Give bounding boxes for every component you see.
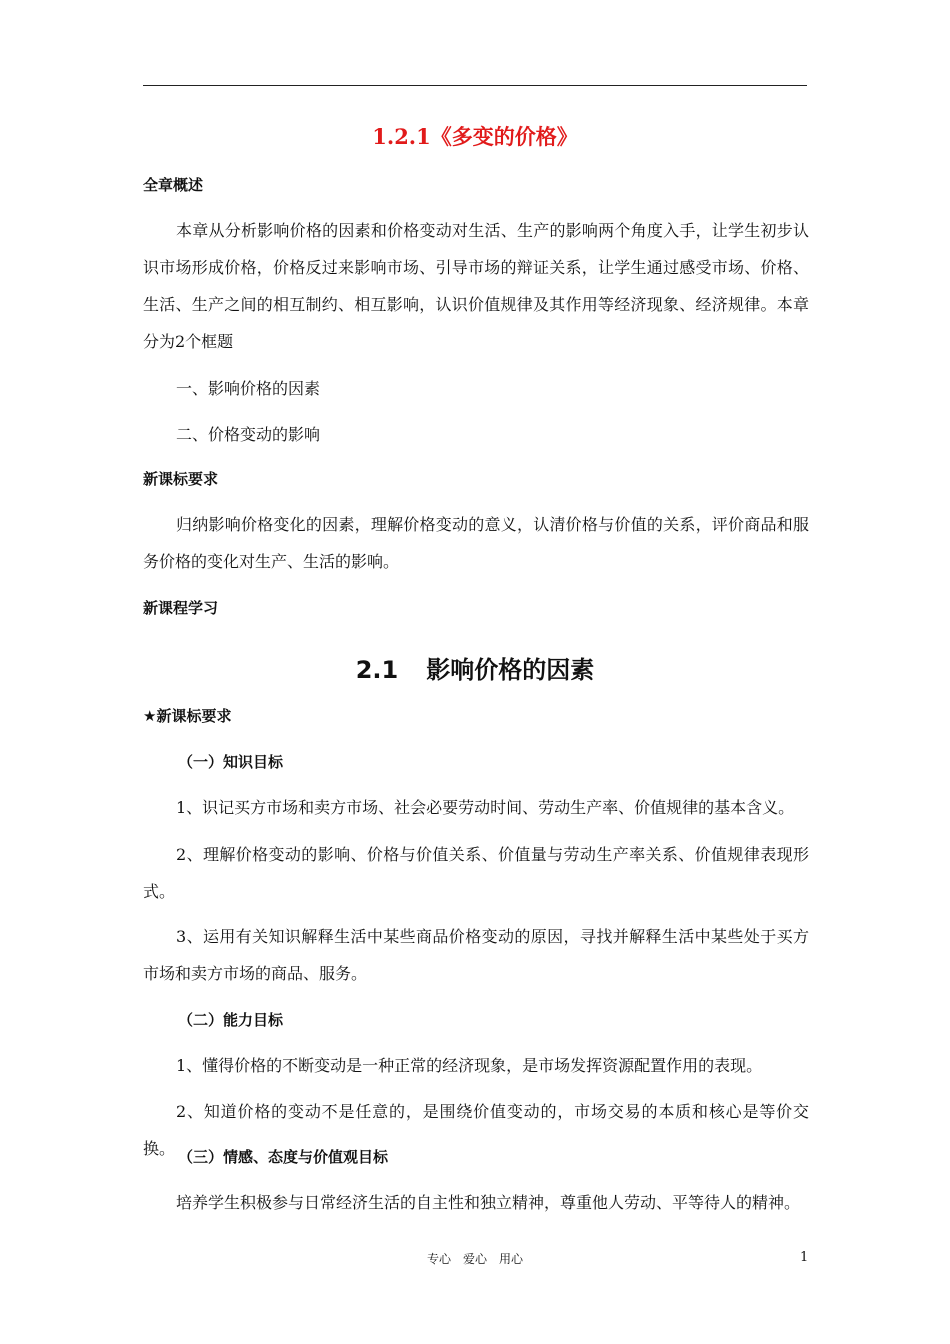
frame-item-2: 二、价格变动的影响 bbox=[176, 425, 321, 444]
lesson-title: 影响价格的因素 bbox=[426, 656, 595, 684]
ability-heading: （二）能力目标 bbox=[178, 1011, 284, 1029]
emotion-item-1: 培养学生积极参与日常经济生活的自主性和独立精神，尊重他人劳动、平等待人的精神。 bbox=[176, 1193, 801, 1212]
ability-item-1: 1、懂得价格的不断变动是一种正常的经济现象，是市场发挥资源配置作用的表现。 bbox=[176, 1056, 763, 1075]
ability-item-2: 2、知道价格的变动不是任意的，是围绕价值变动的，市场交易的本质和核心是等价交换。 bbox=[143, 1102, 809, 1158]
knowledge-item-3: 3、运用有关知识解释生活中某些商品价格变动的原因，寻找并解释生活中某些处于买方市场和卖方市场的商品、服务。 bbox=[143, 927, 809, 983]
overview-heading: 全章概述 bbox=[143, 176, 204, 194]
req-heading: ★新课标要求 bbox=[143, 707, 232, 725]
knowledge-item-2: 2、理解价格变动的影响、价格与价值关系、价值量与劳动生产率关系、价值规律表现形式。 bbox=[143, 845, 809, 901]
footer-motto: 专心 爱心 用心 bbox=[426, 1252, 523, 1266]
frame-item-1: 一、影响价格的因素 bbox=[176, 379, 321, 398]
document-title: 1.2.1《多变的价格》 bbox=[372, 124, 578, 149]
standard-heading: 新课标要求 bbox=[143, 470, 219, 488]
lesson-number: 2.1 bbox=[355, 656, 399, 684]
knowledge-item-1: 1、识记买方市场和卖方市场、社会必要劳动时间、劳动生产率、价值规律的基本含义。 bbox=[176, 798, 795, 817]
lesson-heading bbox=[0, 650, 950, 685]
header-rule bbox=[143, 85, 807, 86]
learning-heading: 新课程学习 bbox=[143, 599, 219, 617]
overview-paragraph: 本章从分析影响价格的因素和价格变动对生活、生产的影响两个角度入手，让学生初步认识市场形成价格，价格反过来影响市场、引导市场的辩证关系，让学生通过感受市场、价格、生活、生产之间的相互制约、相互影响，认识价值规律及其作用等经济现象、经济规律。本章分为2个框题 bbox=[143, 221, 809, 351]
emotion-heading: （三）情感、态度与价值观目标 bbox=[178, 1148, 389, 1166]
standard-paragraph: 归纳影响价格变化的因素，理解价格变动的意义，认清价格与价值的关系，评价商品和服务价格的变化对生产、生活的影响。 bbox=[143, 515, 809, 571]
knowledge-heading: （一）知识目标 bbox=[178, 753, 284, 771]
page-number: 1 bbox=[800, 1250, 809, 1265]
